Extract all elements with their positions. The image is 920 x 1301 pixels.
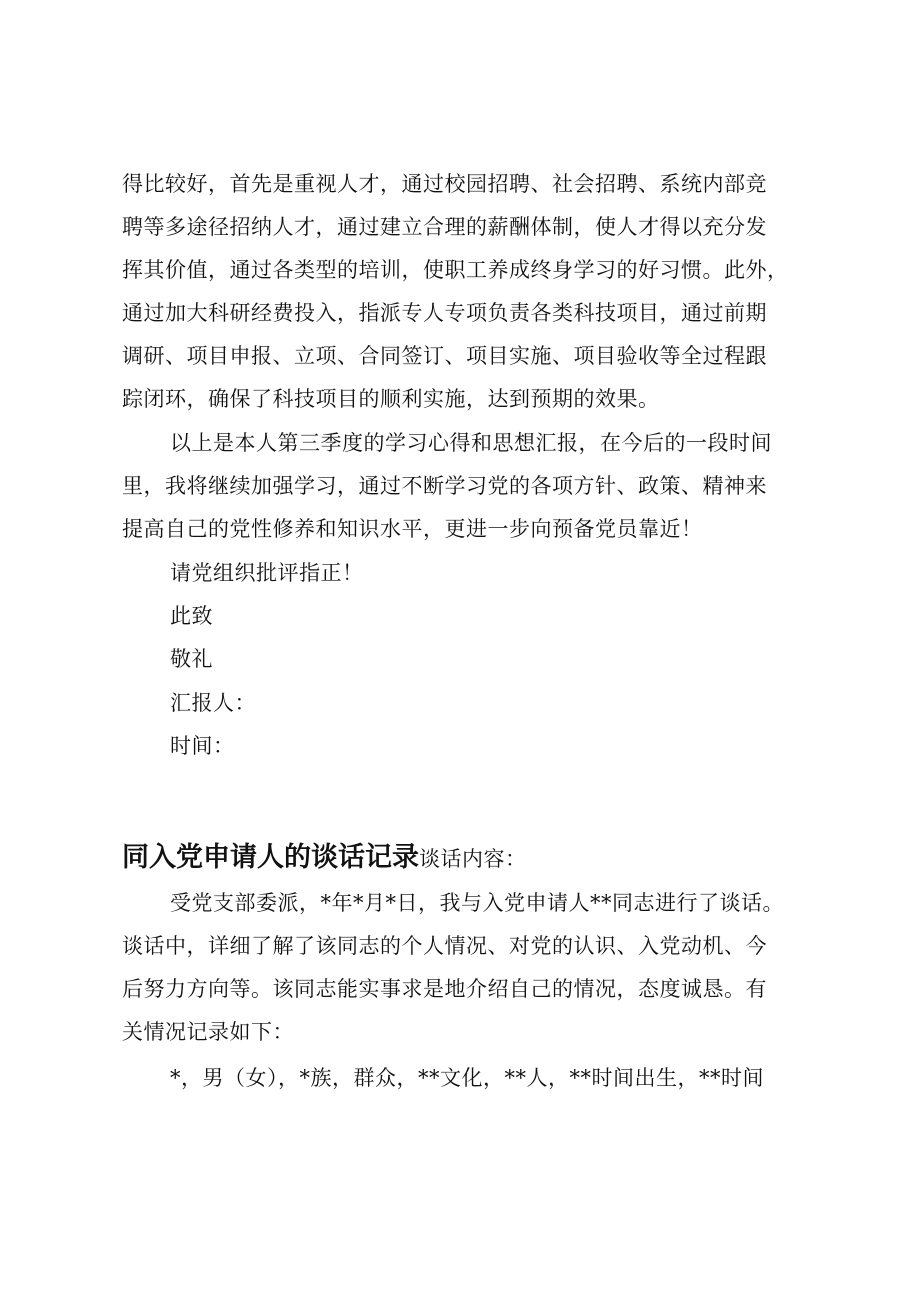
text-line: 调研、项目申报、立项、合同签订、项目实施、项目验收等全过程跟 xyxy=(122,344,767,368)
text-line: 提高自己的党性修养和知识水平，更进一步向预备党员靠近！ xyxy=(122,517,703,541)
text-line: 受党支部委派，*年*月*日，我与入党申请人**同志进行了谈话。 xyxy=(170,891,784,915)
reporter-label: 汇报人： xyxy=(170,691,256,715)
salutation-line: 敬礼 xyxy=(170,647,213,671)
text-line: 谈话中，详细了解了该同志的个人情况、对党的认识、入党动机、今 xyxy=(122,934,767,958)
section-heading xyxy=(122,838,527,878)
text-line: 以上是本人第三季度的学习心得和思想汇报，在今后的一段时间 xyxy=(170,431,772,455)
text-line: 挥其价值，通过各类型的培训，使职工养成终身学习的好习惯。此外， xyxy=(122,258,789,282)
time-label: 时间： xyxy=(170,734,235,758)
text-line: 踪闭环，确保了科技项目的顺利实施，达到预期的效果。 xyxy=(122,387,660,411)
text-line: 通过加大科研经费投入，指派专人专项负责各类科技项目，通过前期 xyxy=(122,301,767,325)
text-line: 聘等多途径招纳人才，通过建立合理的薪酬体制，使人才得以充分发 xyxy=(122,215,767,239)
text-line: 关情况记录如下： xyxy=(122,1020,294,1044)
section-title: 同入党申请人的谈话记录 xyxy=(122,842,419,873)
closing-line: 请党组织批评指正！ xyxy=(170,561,364,585)
text-line: *，男（女），*族，群众，**文化，**人，**时间出生，**时间 xyxy=(170,1066,764,1090)
text-line: 后努力方向等。该同志能实事求是地介绍自己的情况，态度诚恳。有 xyxy=(122,977,767,1001)
text-line: 里，我将继续加强学习，通过不断学习党的各项方针、政策、精神来 xyxy=(122,474,767,498)
text-line: 得比较好，首先是重视人才，通过校园招聘、社会招聘、系统内部竞 xyxy=(122,172,767,196)
salutation-line: 此致 xyxy=(170,604,213,628)
section-title-suffix: 谈话内容： xyxy=(419,847,527,871)
